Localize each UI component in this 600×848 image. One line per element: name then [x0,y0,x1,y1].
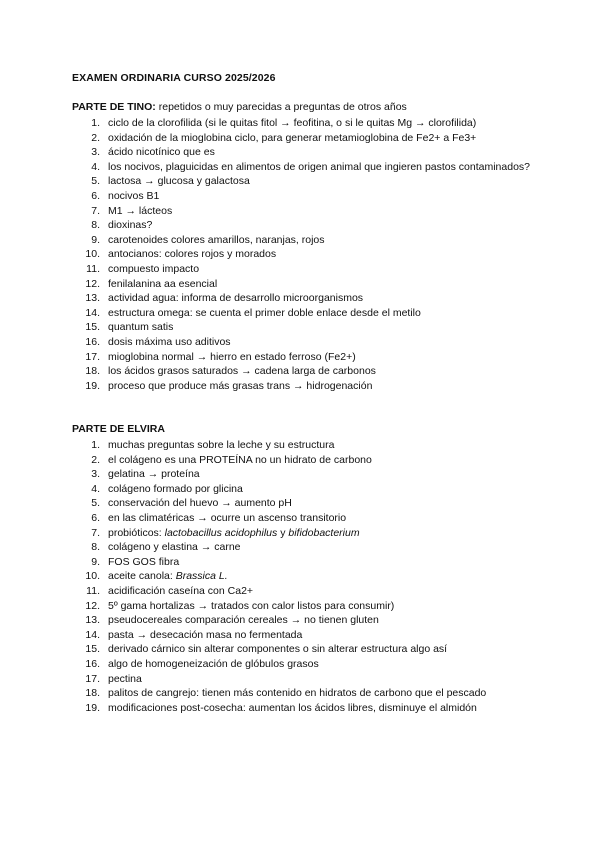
list-item-number: 19. [85,701,100,714]
section-heading-rest: repetidos o muy parecidas a preguntas de otros años [155,101,407,113]
list-item-number: 10. [85,248,100,261]
list-item-number: 8. [91,219,100,232]
list-item-text-part: compuesto impacto [108,262,200,275]
list-item-text [108,702,477,714]
list-item [72,453,532,468]
list-item-text-part: el colágeno es una PROTEÍNA no un hidrato de carbono [108,453,372,466]
list-item-number: 17. [85,672,100,685]
list-item-number: 19. [85,379,100,392]
list-item [72,379,532,394]
list-item-text-part: acidificación caseína con Ca2+ [108,584,254,597]
list-item-text-part: derivado cárnico sin alterar componentes o sin alterar estructura algo así [108,643,448,656]
list-item [72,160,532,175]
list-item [72,657,532,672]
list-item-text-part: muchas preguntas sobre la leche y su estructura [108,439,335,451]
section-heading-elvira [72,423,165,435]
list-item-number: 13. [85,292,100,305]
list-item-text [108,175,250,187]
list-item-italic-text: Brassica L. [175,570,228,583]
list-item-text [108,190,159,202]
list-item-text-part: quantum satis [108,321,174,334]
list-item-text [108,248,276,260]
list-item [72,555,532,570]
list-item-text-part: proceso que produce más grasas trans → hidrogenación [108,379,373,392]
list-item-text-part: fenilalanina aa esencial [108,277,218,290]
list-item-italic-text: lactobacillus acidophilus [164,526,278,539]
list-item-number: 12. [85,277,100,290]
list-item-italic-text: bifidobacterium [288,526,360,539]
list-item [72,247,532,262]
list-item-text-part: colágeno formado por glicina [108,482,243,495]
list-item-number: 15. [85,321,100,334]
list-item-text [108,585,253,597]
list-item-text [108,205,172,217]
list-item [72,277,532,292]
list-item-text-part: conservación del huevo → aumento pH [108,497,292,510]
list-item-text-part: dioxinas? [108,219,153,232]
list-item [72,262,532,277]
list-item-text [108,454,372,466]
list-item-text [108,351,356,363]
list-item [72,233,532,248]
list-item-text [108,468,200,480]
list-item-number: 16. [85,335,100,348]
list-item-number: 8. [91,541,100,554]
list-item [72,613,532,628]
list-item-text [108,439,334,451]
list-item-number: 3. [91,146,100,159]
page-title: EXAMEN ORDINARIA CURSO 2025/2026 [72,72,276,84]
list-item [72,189,532,204]
list-item-number: 4. [91,160,100,173]
list-item [72,116,532,131]
list-item-text [108,614,379,626]
list-item-text [108,263,199,275]
list-item-number: 6. [91,511,100,524]
list-item-text-part: los nocivos, plaguicidas en alimentos de origen animal que ingieren pastos contaminados? [108,160,531,173]
list-item [72,511,532,526]
list-item-text [108,570,228,582]
list-item-text-part: 5º gama hortalizas → tratados con calor listos para consumir) [108,599,395,612]
list-item-text-part: antocianos: colores rojos y morados [108,248,277,261]
list-item-text [108,132,476,144]
list-item-text [108,117,476,129]
list-item-number: 1. [91,117,100,129]
list-item-number: 17. [85,350,100,363]
list-item-number: 16. [85,657,100,670]
list-item-number: 7. [91,204,100,217]
list-item [72,701,532,716]
list-item-number: 11. [86,584,100,597]
list-item-text [108,512,346,524]
list-item [72,642,532,657]
list-item-text [108,556,179,568]
list-item-text-part: colágeno y elastina → carne [108,541,241,554]
list-item-text-part: los ácidos grasos saturados → cadena larga de carbonos [108,365,376,378]
list-item-text-part: ácido nicotínico que es [108,146,215,159]
list-item-text [108,278,217,290]
list-item-text [108,687,486,699]
list-item-text [108,336,231,348]
list-item-text-part: nocivos B1 [108,189,160,202]
list-item-text-part: y [277,526,289,539]
list-item-number: 11. [86,262,100,275]
list-item-number: 2. [91,131,100,144]
list-item [72,350,532,365]
list-item-text-part: lactosa → glucosa y galactosa [108,175,250,188]
list-item-number: 1. [91,439,100,451]
list-item [72,526,532,541]
list-item-text [108,321,173,333]
list-item-number: 5. [91,497,100,510]
list-item-text [108,483,243,495]
list-item [72,364,532,379]
list-item-text [108,146,215,158]
list-item-text-part: dosis máxima uso aditivos [108,335,231,348]
list-item-number: 18. [85,687,100,700]
list-item-text-part: en las climatéricas → ocurre un ascenso transitorio [108,511,347,524]
list-item [72,174,532,189]
list-item [72,204,532,219]
list-item [72,335,532,350]
list-item [72,540,532,555]
list-item-number: 2. [91,453,100,466]
list-item [72,628,532,643]
list-item-text-part: pseudocereales comparación cereales → no tienen gluten [108,614,379,627]
list-item-number: 3. [91,468,100,481]
list-item-text-part: modificaciones post-cosecha: aumentan los ácidos libres, disminuye el almidón [108,701,477,714]
list-item-number: 15. [85,643,100,656]
list-item-number: 7. [91,526,100,539]
list-item-text [108,658,319,670]
list-item-text-part: pectina [108,672,142,685]
list-item-text [108,219,152,231]
list-item-text [108,600,394,612]
list-item-number: 13. [85,614,100,627]
list-item [72,218,532,233]
list-item-number: 5. [91,175,100,188]
list-item-text [108,497,292,509]
section-heading-bold: PARTE DE TINO: [72,101,156,113]
list-item-text-part: actividad agua: informa de desarrollo microorganismos [108,292,364,305]
list-item-text [108,234,325,246]
list-item-number: 9. [91,233,100,246]
list-item-text-part: algo de homogeneización de glóbulos grasos [108,657,319,670]
section-heading-bold: PARTE DE ELVIRA [72,423,165,435]
list-item [72,686,532,701]
list-item [72,672,532,687]
list-item [72,584,532,599]
list-item-number: 6. [91,189,100,202]
list-item-text [108,292,363,304]
section-heading-tino [72,101,407,113]
list-item [72,291,532,306]
list-item-number: 9. [91,555,100,568]
list-item-text [108,161,530,173]
list-item-text [108,629,302,641]
list-item-number: 4. [91,482,100,495]
section-list-tino [72,116,532,393]
list-item-text-part: palitos de cangrejo: tienen más contenido en hidratos de carbono que el pescado [108,687,487,700]
list-item-text [108,541,241,553]
list-item-text-part: M1 → lácteos [108,204,173,217]
list-item [72,306,532,321]
list-item-number: 12. [85,599,100,612]
list-item-text-part: pasta → desecación masa no fermentada [108,628,303,641]
list-item-number: 18. [85,365,100,378]
list-item-text-part: probióticos: [108,526,165,539]
list-item-number: 10. [85,570,100,583]
list-item [72,569,532,584]
list-item-number: 14. [85,628,100,641]
list-item-text-part: gelatina → proteína [108,468,200,481]
list-item-text [108,365,376,377]
list-item-text-part: carotenoides colores amarillos, naranjas, rojos [108,233,325,246]
list-item-text-part: estructura omega: se cuenta el primer doble enlace desde el metilo [108,306,421,319]
list-item [72,438,532,453]
list-item [72,496,532,511]
list-item-text [108,673,142,685]
list-item-text-part: mioglobina normal → hierro en estado ferroso (Fe2+) [108,350,356,363]
list-item [72,482,532,497]
list-item-text [108,527,360,539]
list-item-text-part: aceite canola: [108,570,176,583]
list-item [72,467,532,482]
list-item-text-part: ciclo de la clorofilida (si le quitas fitol → feofitina, o si le quitas Mg → clorofilida) [108,117,477,129]
list-item-text [108,643,447,655]
list-item-text [108,307,421,319]
list-item [72,320,532,335]
list-item [72,145,532,160]
list-item-text [108,380,372,392]
list-item-text-part: oxidación de la mioglobina ciclo, para generar metamioglobina de Fe2+ a Fe3+ [108,131,477,144]
list-item [72,131,532,146]
section-list-elvira [72,438,532,715]
list-item-text-part: FOS GOS fibra [108,555,180,568]
list-item [72,599,532,614]
list-item-number: 14. [85,306,100,319]
